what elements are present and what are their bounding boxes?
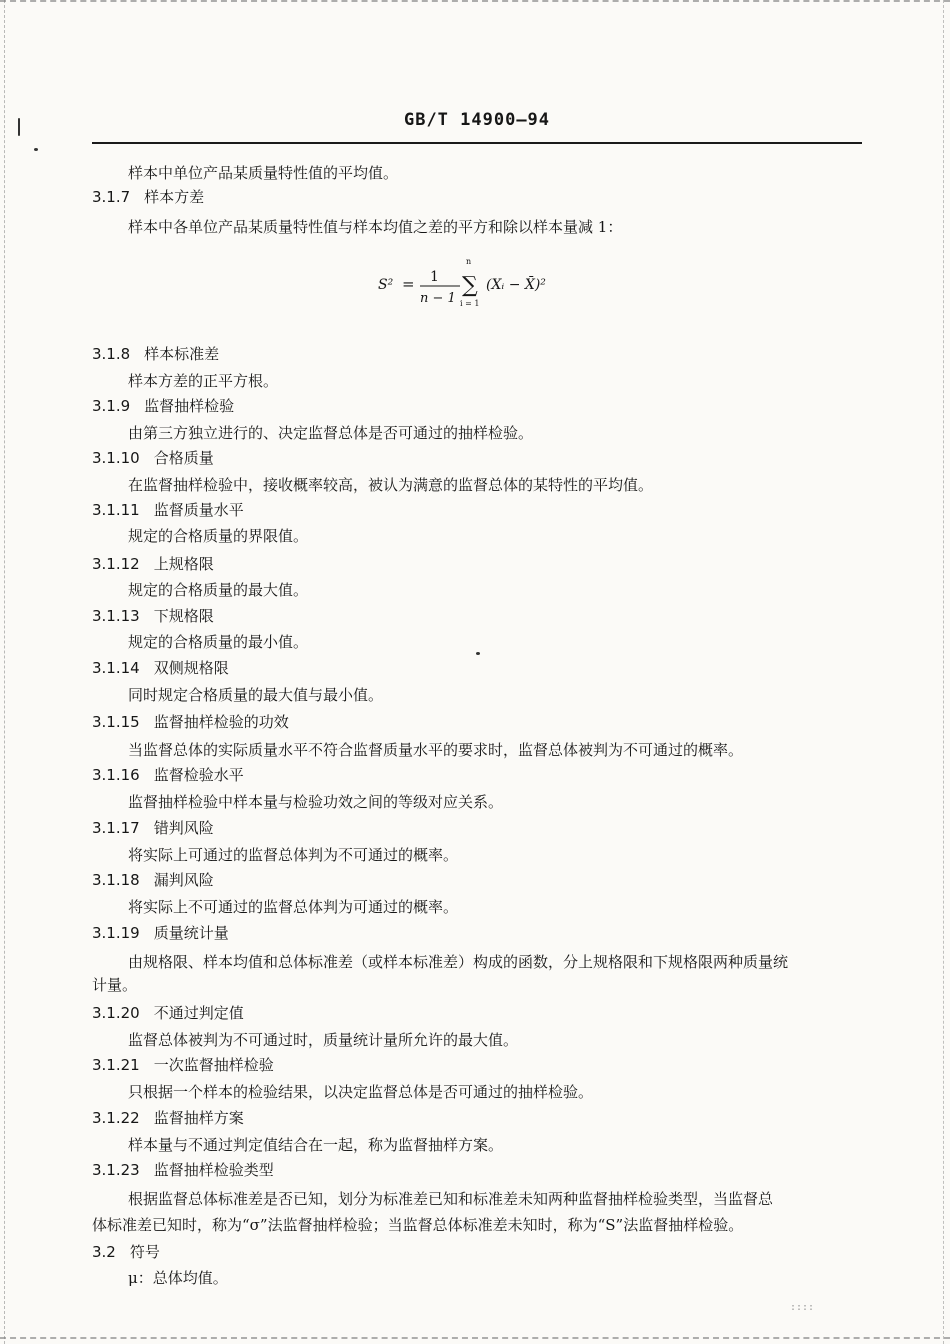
clause-text: μ：总体均值。 [128,1269,228,1287]
clause-text: 样本量与不通过判定值结合在一起，称为监督抽样方案。 [128,1136,504,1154]
clause-heading [92,765,244,785]
standard-code-header: GB/T 14900—94 [403,110,551,130]
header-rule [92,142,862,144]
clause-heading [92,554,214,574]
clause-title: 不通过判定值 [153,1004,244,1022]
clause-heading [92,500,244,520]
clause-text: 监督总体被判为不可通过时，质量统计量所允许的最大值。 [128,1031,519,1049]
clause-heading [92,870,214,890]
clause-title: 监督抽样检验 [144,397,235,415]
formula-equals: = [402,275,415,293]
clause-number: 3.1.12 [92,555,140,573]
clause-text: 根据监督总体标准差是否已知，划分为标准差已知和标准差未知两种监督抽样检验类型，当监督总 [128,1190,774,1208]
clause-title: 样本标准差 [144,345,220,363]
clause-text: 将实际上可通过的监督总体判为不可通过的概率。 [128,846,459,864]
clause-number: 3.1.11 [92,501,140,519]
clause-text: 将实际上不可通过的监督总体判为可通过的概率。 [128,898,459,916]
clause-number: 3.1.16 [92,766,140,784]
scan-speck [18,118,20,136]
clause-number: 3.1.17 [92,819,140,837]
clause-title: 错判风险 [153,819,214,837]
formula-denominator: n − 1 [420,291,456,306]
clause-heading [92,923,229,943]
clause-number: 3.1.22 [92,1109,140,1127]
sum-lower-limit: i = 1 [460,299,480,308]
clause-text: 由规格限、样本均值和总体标准差（或样本标准差）构成的函数，分上规格限和下规格限两种质量统 [128,953,789,971]
clause-title: 上规格限 [153,555,214,573]
clause-text-continuation: 计量。 [92,976,138,994]
clause-text: 规定的合格质量的最小值。 [128,633,309,651]
clause-title: 一次监督抽样检验 [153,1056,274,1074]
clause-title: 监督抽样方案 [153,1109,244,1127]
clause-heading [92,396,234,416]
clause-number: 3.1.14 [92,659,140,677]
clause-text: 样本方差的正平方根。 [128,372,279,390]
clause-title: 样本方差 [144,188,205,206]
scan-edge-right [943,0,946,1344]
scan-edge-top [0,0,950,4]
clause-heading [92,712,289,732]
clause-number: 3.1.23 [92,1161,140,1179]
clause-title: 质量统计量 [153,924,229,942]
clause-title: 监督抽样检验的功效 [153,713,289,731]
clause-text: 样本中单位产品某质量特性值的平均值。 [128,164,399,182]
clause-number: 3.1.9 [92,397,131,415]
clause-heading [92,818,214,838]
clause-number: 3.1.15 [92,713,140,731]
clause-text: 只根据一个样本的检验结果，以决定监督总体是否可通过的抽样检验。 [128,1083,594,1101]
clause-heading [92,1242,160,1262]
clause-number: 3.2 [92,1243,116,1261]
clause-heading [92,1055,274,1075]
clause-title: 符号 [129,1243,160,1261]
clause-text: 由第三方独立进行的、决定监督总体是否可通过的抽样检验。 [128,424,534,442]
scan-speck [476,652,480,655]
clause-number: 3.1.8 [92,345,131,363]
clause-heading [92,187,204,207]
clause-number: 3.1.18 [92,871,140,889]
sigma-symbol: ∑ [462,273,478,298]
scan-edge-bottom [0,1337,950,1341]
scan-edge-left [4,0,7,1344]
clause-text: 当监督总体的实际质量水平不符合监督质量水平的要求时，监督总体被判为不可通过的概率。 [128,741,744,759]
clause-text: 监督抽样检验中样本量与检验功效之间的等级对应关系。 [128,793,504,811]
clause-number: 3.1.10 [92,449,140,467]
clause-heading [92,1003,244,1023]
clause-title: 双侧规格限 [153,659,229,677]
clause-number: 3.1.20 [92,1004,140,1022]
formula-lhs: S² [378,277,394,293]
clause-title: 监督质量水平 [153,501,244,519]
clause-text: 样本中各单位产品某质量特性值与样本均值之差的平方和除以样本量减 1： [128,218,623,236]
clause-number: 3.1.19 [92,924,140,942]
formula-summand: (Xᵢ − X̄)² [486,277,546,293]
page-mark: :::: [790,1302,815,1313]
clause-number: 3.1.21 [92,1056,140,1074]
clause-heading [92,344,219,364]
sum-upper-limit: n [466,257,472,266]
clause-number: 3.1.7 [92,188,131,206]
clause-title: 下规格限 [153,607,214,625]
clause-heading [92,606,214,626]
scan-speck [34,148,38,151]
sample-variance-formula [378,257,618,312]
clause-heading [92,448,214,468]
formula-numerator: 1 [430,269,439,285]
clause-title: 监督抽样检验类型 [153,1161,274,1179]
clause-text-continuation: 体标准差已知时，称为“σ”法监督抽样检验；当监督总体标准差未知时，称为“S”法监督抽样检验。 [92,1216,744,1234]
clause-heading [92,1160,274,1180]
clause-heading [92,1108,244,1128]
clause-title: 合格质量 [153,449,214,467]
clause-number: 3.1.13 [92,607,140,625]
clause-text: 规定的合格质量的界限值。 [128,527,309,545]
clause-text: 在监督抽样检验中，接收概率较高，被认为满意的监督总体的某特性的平均值。 [128,476,654,494]
clause-heading [92,658,229,678]
clause-title: 漏判风险 [153,871,214,889]
clause-text: 同时规定合格质量的最大值与最小值。 [128,686,384,704]
clause-text: 规定的合格质量的最大值。 [128,581,309,599]
clause-title: 监督检验水平 [153,766,244,784]
